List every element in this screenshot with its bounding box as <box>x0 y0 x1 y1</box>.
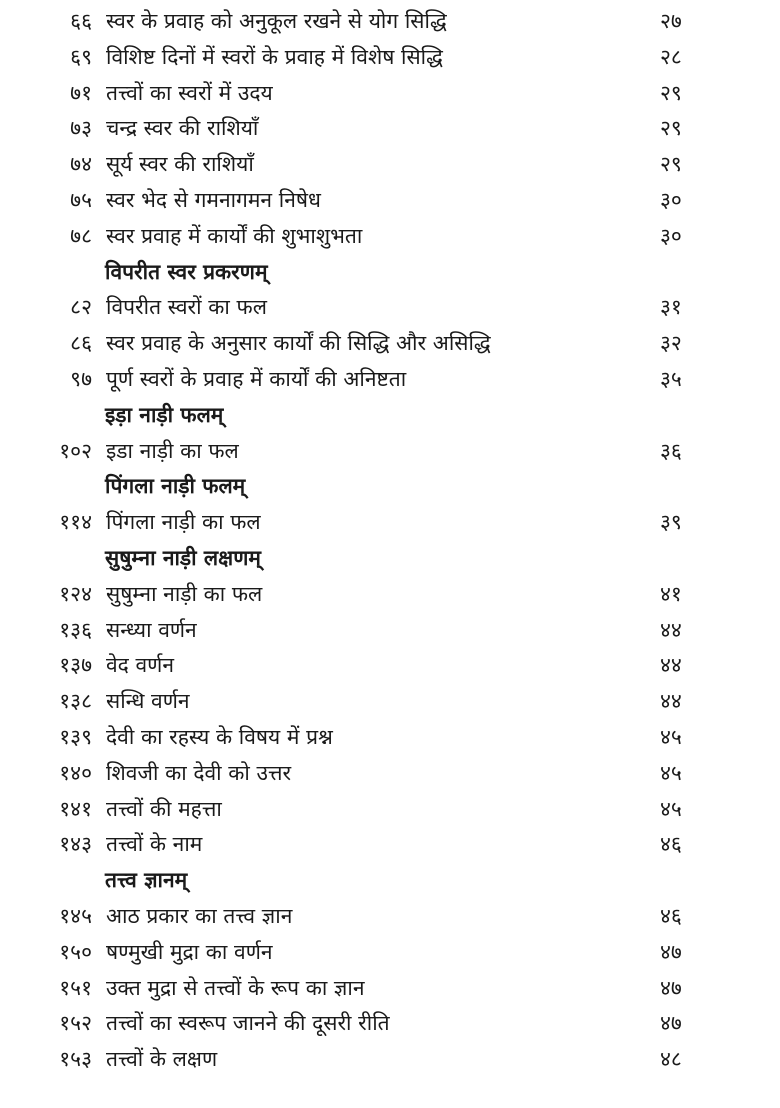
entry-title: सूर्य स्वर की राशियाँ <box>106 152 254 177</box>
entry-title: स्वर भेद से गमनागमन निषेध <box>106 188 321 212</box>
page-number: ४८ <box>660 1047 682 1072</box>
section-heading: विपरीत स्वर प्रकरणम् <box>105 258 268 284</box>
page-number: ४७ <box>660 939 682 964</box>
verse-number: ७८ <box>70 223 92 248</box>
page-number: ३६ <box>660 438 682 463</box>
section-heading: पिंगला नाड़ी फलम् <box>105 473 246 499</box>
entry-title: स्वर के प्रवाह को अनुकूल रखने से योग सिद्धि <box>106 9 447 33</box>
section-heading: इड़ा नाड़ी फलम् <box>105 401 224 427</box>
page-number: ४५ <box>660 725 682 749</box>
page-number: ३० <box>660 223 682 248</box>
entry-title: सन्धि वर्णन <box>106 689 190 714</box>
toc-entry <box>0 898 780 934</box>
page-number: ४७ <box>660 975 682 1000</box>
page-number: ४५ <box>660 796 682 821</box>
page-number: ३२ <box>660 331 682 356</box>
toc-entry <box>0 970 780 1006</box>
verse-number: ७१ <box>70 80 92 105</box>
entry-title: चन्द्र स्वर की राशियाँ <box>106 116 259 141</box>
entry-title: देवी का रहस्य के विषय में प्रश्न <box>106 725 333 749</box>
toc-entry <box>0 719 780 755</box>
section-heading: तत्त्व ज्ञानम् <box>105 867 188 893</box>
verse-number: १४५ <box>59 904 92 928</box>
verse-number: ७३ <box>70 116 92 141</box>
entry-title: तत्त्वों का स्वरूप जानने की दूसरी रीति <box>106 1011 390 1036</box>
page-number: ४४ <box>660 617 682 642</box>
page-number: ३० <box>660 188 682 212</box>
entry-title: स्वर प्रवाह के अनुसार कार्यों की सिद्धि और असिद्धि <box>106 331 491 356</box>
verse-number: १५२ <box>59 1011 92 1036</box>
verse-number: १४३ <box>59 832 92 857</box>
toc-entry <box>0 75 780 111</box>
toc-entry <box>0 218 780 254</box>
entry-title: शिवजी का देवी को उत्तर <box>106 760 292 785</box>
toc-entry <box>0 1041 780 1077</box>
toc-entry <box>0 289 780 325</box>
toc-entry <box>0 647 780 683</box>
page-number: २९ <box>660 116 682 141</box>
toc-entry <box>0 182 780 218</box>
entry-title: स्वर प्रवाह में कार्यों की शुभाशुभता <box>106 223 363 248</box>
toc-entry <box>0 39 780 75</box>
toc-entry <box>0 755 780 791</box>
entry-title: पिंगला नाड़ी का फल <box>106 510 261 535</box>
verse-number: ८६ <box>70 331 92 356</box>
entry-title: इडा नाड़ी का फल <box>106 438 239 463</box>
page-number: २९ <box>660 80 682 105</box>
toc-entry <box>0 361 780 397</box>
toc-entry <box>0 791 780 827</box>
page-number: ४५ <box>660 760 682 785</box>
page-number: ४४ <box>660 653 682 678</box>
page-number: ४६ <box>660 904 682 928</box>
toc-entry <box>0 1005 780 1041</box>
page-number: ४१ <box>660 581 682 606</box>
toc-entry <box>0 576 780 612</box>
entry-title: षण्मुखी मुद्रा का वर्णन <box>106 939 273 964</box>
verse-number: १२४ <box>59 581 92 606</box>
verse-number: १४१ <box>59 796 92 821</box>
verse-number: १३६ <box>59 617 92 642</box>
verse-number: ७५ <box>70 188 92 212</box>
verse-number: १३७ <box>59 653 92 678</box>
toc-entry <box>0 110 780 146</box>
entry-title: तत्त्वों के नाम <box>106 832 203 857</box>
page-number: २९ <box>660 152 682 177</box>
page-number: ४४ <box>660 689 682 714</box>
entry-title: तत्त्वों का स्वरों में उदय <box>106 80 273 105</box>
verse-number: ६९ <box>70 44 92 69</box>
toc-entry <box>0 826 780 862</box>
verse-number: ८२ <box>70 295 92 320</box>
toc-entry <box>0 3 780 39</box>
verse-number: १३८ <box>59 689 92 714</box>
toc-entry <box>0 934 780 970</box>
section-heading: सुषुम्ना नाड़ी लक्षणम् <box>105 545 261 570</box>
toc-entry <box>0 504 780 540</box>
verse-number: १५१ <box>59 975 92 1000</box>
entry-title: तत्त्वों के लक्षण <box>106 1047 218 1072</box>
verse-number: १३९ <box>59 725 92 749</box>
entry-title: सन्ध्या वर्णन <box>106 617 197 642</box>
entry-title: विपरीत स्वरों का फल <box>106 295 267 320</box>
verse-number: ७४ <box>70 152 92 177</box>
entry-title: वेद वर्णन <box>106 653 175 678</box>
page-number: ३५ <box>660 367 682 391</box>
verse-number: १४० <box>59 760 92 785</box>
entry-title: तत्त्वों की महत्ता <box>106 796 222 821</box>
page-number: ३१ <box>660 295 682 320</box>
entry-title: विशिष्ट दिनों में स्वरों के प्रवाह में विशेष सिद्धि <box>106 44 443 69</box>
entry-title: आठ प्रकार का तत्त्व ज्ञान <box>106 904 293 928</box>
entry-title: पूर्ण स्वरों के प्रवाह में कार्यों की अनिष्टता <box>106 367 407 391</box>
toc-entry <box>0 612 780 648</box>
page-number: ४७ <box>660 1011 682 1036</box>
verse-number: १५३ <box>59 1047 92 1072</box>
page-number: ४६ <box>660 832 682 857</box>
verse-number: ९७ <box>70 367 92 391</box>
page-number: ३९ <box>660 510 682 535</box>
page-number: २७ <box>660 9 682 33</box>
entry-title: उक्त मुद्रा से तत्त्वों के रूप का ज्ञान <box>106 975 365 1000</box>
verse-number: १५० <box>59 939 92 964</box>
toc-entry <box>0 433 780 469</box>
toc-entry <box>0 325 780 361</box>
entry-title: सुषुम्ना नाड़ी का फल <box>106 581 263 606</box>
toc-entry <box>0 683 780 719</box>
verse-number: १०२ <box>59 438 92 463</box>
verse-number: ११४ <box>59 510 92 535</box>
page-number: २८ <box>660 44 682 69</box>
toc-entry <box>0 146 780 182</box>
verse-number: ६६ <box>70 9 92 33</box>
